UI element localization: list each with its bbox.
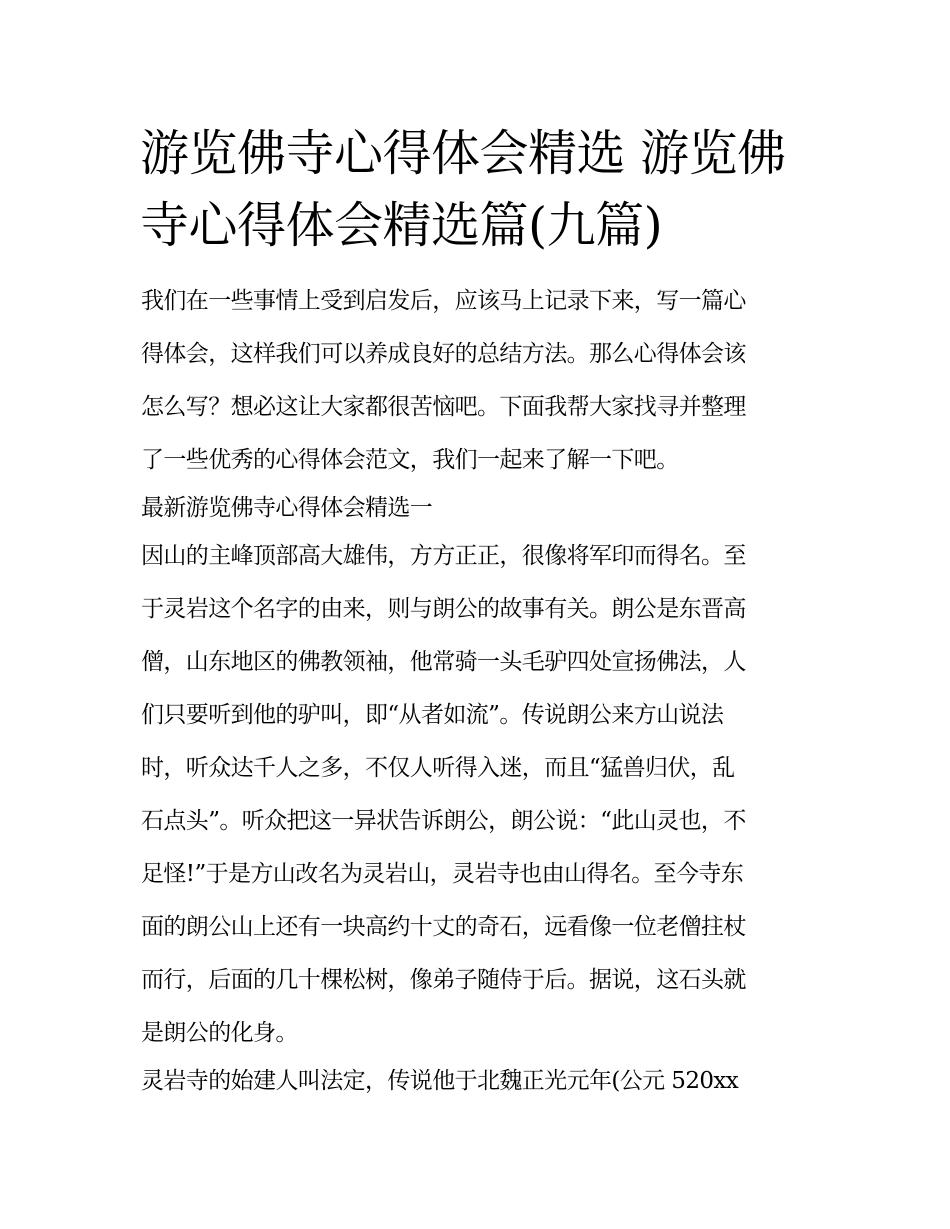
- text-line: 因山的主峰顶部高大雄伟，方方正正，很像将军印而得名。至: [141, 543, 746, 569]
- intro-paragraph: [141, 279, 821, 486]
- body-paragraph: [141, 1059, 821, 1112]
- text-line: 石点头”。听众把这一异状告诉朗公，朗公说：“此山灵也，不: [141, 808, 746, 834]
- text-line: 面的朗公山上还有一块高约十丈的奇石，远看像一位老僧拄杖: [141, 914, 746, 940]
- title-line: 寺心得体会精选篇(九篇): [140, 197, 663, 254]
- title-line: 游览佛寺心得体会精选 游览佛: [140, 125, 786, 182]
- document-body: [141, 279, 821, 1112]
- text-line: 时，听众达千人之多，不仅人听得入迷，而且“猛兽归伏，乱: [141, 755, 735, 781]
- text-line: 僧，山东地区的佛教领袖，他常骑一头毛驴四处宣扬佛法，人: [141, 649, 746, 675]
- text-line: 于灵岩这个名字的由来，则与朗公的故事有关。朗公是东晋高: [141, 596, 746, 622]
- text-line: 们只要听到他的驴叫，即“从者如流”。传说朗公来方山说法: [141, 702, 724, 728]
- text-line: 我们在一些事情上受到启发后，应该马上记录下来，写一篇心: [141, 288, 746, 314]
- document-title: [140, 118, 820, 262]
- text-line: 足怪!”于是方山改名为灵岩山，灵岩寺也由山得名。至今寺东: [141, 861, 744, 887]
- section-heading: 最新游览佛寺心得体会精选一: [141, 495, 433, 521]
- body-paragraph: [141, 534, 821, 1059]
- text-line: 了一些优秀的心得体会范文，我们一起来了解一下吧。: [141, 447, 679, 473]
- text-line: 灵岩寺的始建人叫法定，传说他于北魏正光元年(公元 520xx: [141, 1068, 739, 1094]
- text-line: 是朗公的化身。: [141, 1020, 298, 1046]
- text-line: 得体会，这样我们可以养成良好的总结方法。那么心得体会该: [141, 341, 746, 367]
- text-line: 而行，后面的几十棵松树，像弟子随侍于后。据说，这石头就: [141, 967, 746, 993]
- text-line: 怎么写？想必这让大家都很苦恼吧。下面我帮大家找寻并整理: [141, 394, 746, 420]
